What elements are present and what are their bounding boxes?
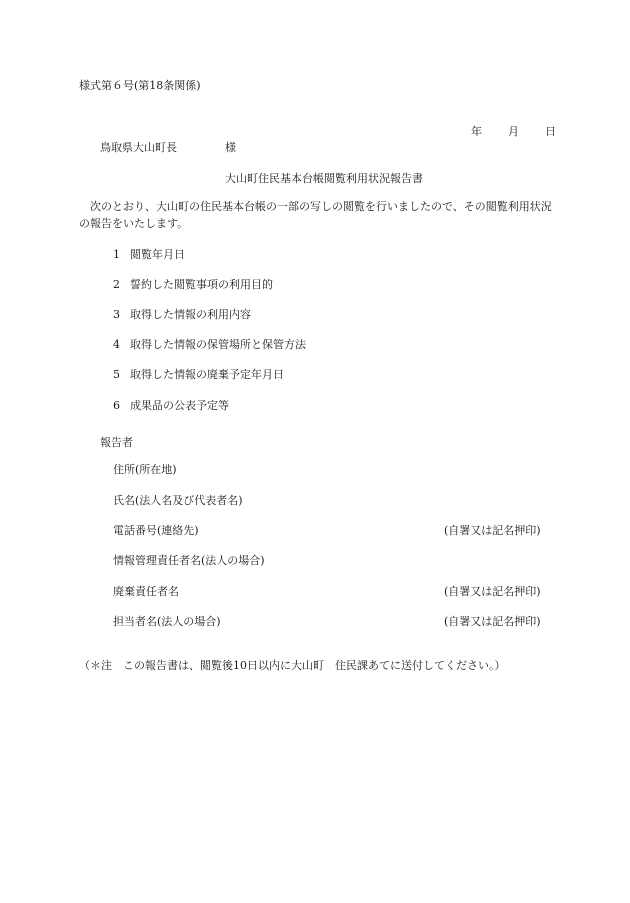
list-item xyxy=(113,368,284,381)
addressee xyxy=(100,141,236,154)
list-item xyxy=(113,278,273,291)
reporter-address-label: 住所(所在地) xyxy=(113,463,177,476)
list-item xyxy=(113,248,185,261)
info-manager-label: 情報管理責任者名(法人の場合) xyxy=(113,554,265,567)
item-number: 3 xyxy=(113,308,120,321)
item-label: 取得した情報の利用内容 xyxy=(130,308,251,321)
list-item xyxy=(113,308,251,321)
disposal-manager-label: 廃棄責任者名 xyxy=(113,585,179,598)
body-paragraph xyxy=(79,198,559,232)
reporter-name-label: 氏名(法人名及び代表者名) xyxy=(113,494,243,507)
item-label: 取得した情報の廃棄予定年月日 xyxy=(130,368,284,381)
item-label: 閲覧年月日 xyxy=(130,248,185,261)
item-number: 4 xyxy=(113,338,120,351)
item-number: 6 xyxy=(113,399,120,412)
item-number: 2 xyxy=(113,278,120,291)
date-day-label: 日 xyxy=(545,125,556,138)
footnote: （＊注 この報告書は、閲覧後10日以内に大山町 住民課あてに送付してください。） xyxy=(79,659,506,672)
reporter-heading: 報告者 xyxy=(100,436,133,449)
document-title: 大山町住民基本台帳閲覧利用状況報告書 xyxy=(225,172,423,185)
item-label: 誓約した閲覧事項の利用目的 xyxy=(130,278,273,291)
form-number: 様式第６号(第18条関係) xyxy=(79,79,201,92)
reporter-phone-label: 電話番号(連絡先) xyxy=(113,524,199,537)
item-number: 5 xyxy=(113,368,120,381)
person-in-charge-label: 担当者名(法人の場合) xyxy=(113,615,221,628)
date-month-label: 月 xyxy=(508,125,519,138)
date-year-label: 年 xyxy=(471,125,482,138)
item-number: 1 xyxy=(113,248,120,261)
addressee-honorific: 様 xyxy=(225,141,236,154)
signature-note: (自署又は記名押印) xyxy=(444,615,541,628)
date-line xyxy=(471,125,556,138)
signature-note: (自署又は記名押印) xyxy=(444,524,541,537)
addressee-name: 鳥取県大山町長 xyxy=(100,141,177,154)
list-item xyxy=(113,399,229,412)
item-label: 成果品の公表予定等 xyxy=(130,399,229,412)
list-item xyxy=(113,338,306,351)
signature-note: (自署又は記名押印) xyxy=(444,585,541,598)
body-text: 次のとおり、大山町の住民基本台帳の一部の写しの閲覧を行いましたので、その閲覧利用状況の報告をいたします。 xyxy=(79,200,552,230)
item-label: 取得した情報の保管場所と保管方法 xyxy=(130,338,306,351)
